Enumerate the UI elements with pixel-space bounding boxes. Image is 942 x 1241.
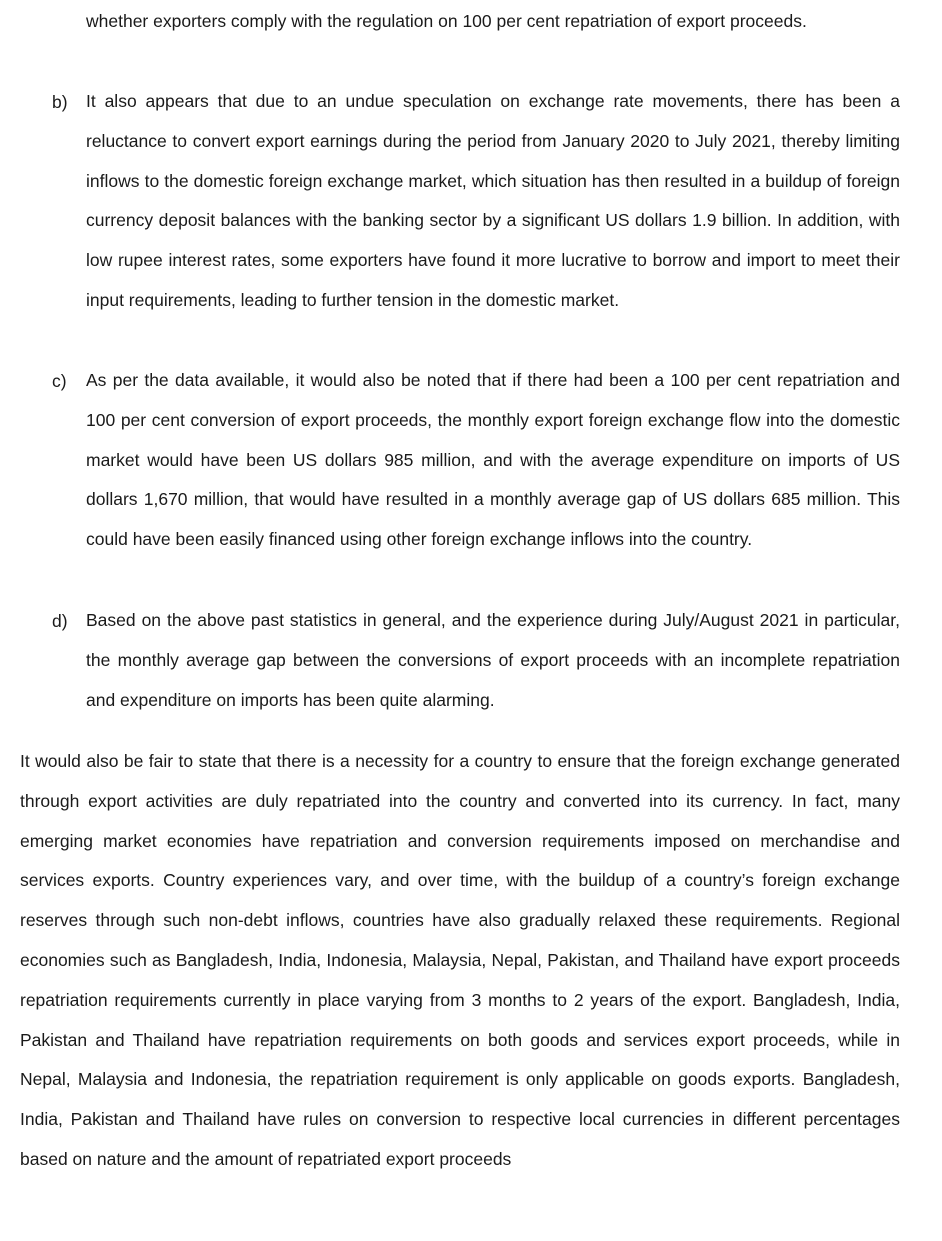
list-marker: b) <box>52 92 68 112</box>
list-item-text: As per the data available, it would also be noted that if there had been a 100 per cent repatriation and 100 per cent conversion of export proceeds, the monthly export foreign exchange flow into the domestic market would have been US dollars 985 million, and with the average expenditure on imports of US dollars 1,670 million, that would have resulted in a monthly average gap of US dollars 685 million. This could have been easily financed using other foreign exchange inflows into the country. <box>86 370 900 550</box>
body-paragraph: It would also be fair to state that there is a necessity for a country to ensure that the foreign exchange generated through export activities are duly repatriated into the country and converted into its currency. In fact, many emerging market economies have repatriation and conversion requirements imposed on merchandise and services exports. Country experiences vary, and over time, with the buildup of a country’s foreign exchange reserves through such non-debt inflows, countries have also gradually relaxed these requirements. Regional economies such as Bangladesh, India, Indonesia, Malaysia, Nepal, Pakistan, and Thailand have export proceeds repatriation requirements currently in place varying from 3 months to 2 years of the export. Bangladesh, India, Pakistan and Thailand have repatriation requirements on both goods and services export proceeds, while in Nepal, Malaysia and Indonesia, the repatriation requirement is only applicable on goods exports. Bangladesh, India, Pakistan and Thailand have rules on conversion to respective local currencies in different percentages based on nature and the amount of repatriated export proceeds <box>20 751 900 1169</box>
list-item-text: It also appears that due to an undue speculation on exchange rate movements, there has been a reluctance to convert export earnings during the period from January 2020 to July 2021, thereby limiting inflows to the domestic foreign exchange market, which situation has then resulted in a buildup of foreign currency deposit balances with the banking sector by a significant US dollars 1.9 billion. In addition, with low rupee interest rates, some exporters have found it more lucrative to borrow and import to meet their input requirements, leading to further tension in the domestic market. <box>86 91 900 310</box>
list-marker: c) <box>52 371 67 391</box>
list-marker: d) <box>52 611 68 631</box>
list-item-text: Based on the above past statistics in general, and the experience during July/August 2021 in particular, the monthly average gap between the conversions of export proceeds with an incomplete repatriation and expenditure on imports has been quite alarming. <box>86 610 900 710</box>
continuation-text: whether exporters comply with the regulation on 100 per cent repatriation of export proceeds. <box>86 11 807 31</box>
